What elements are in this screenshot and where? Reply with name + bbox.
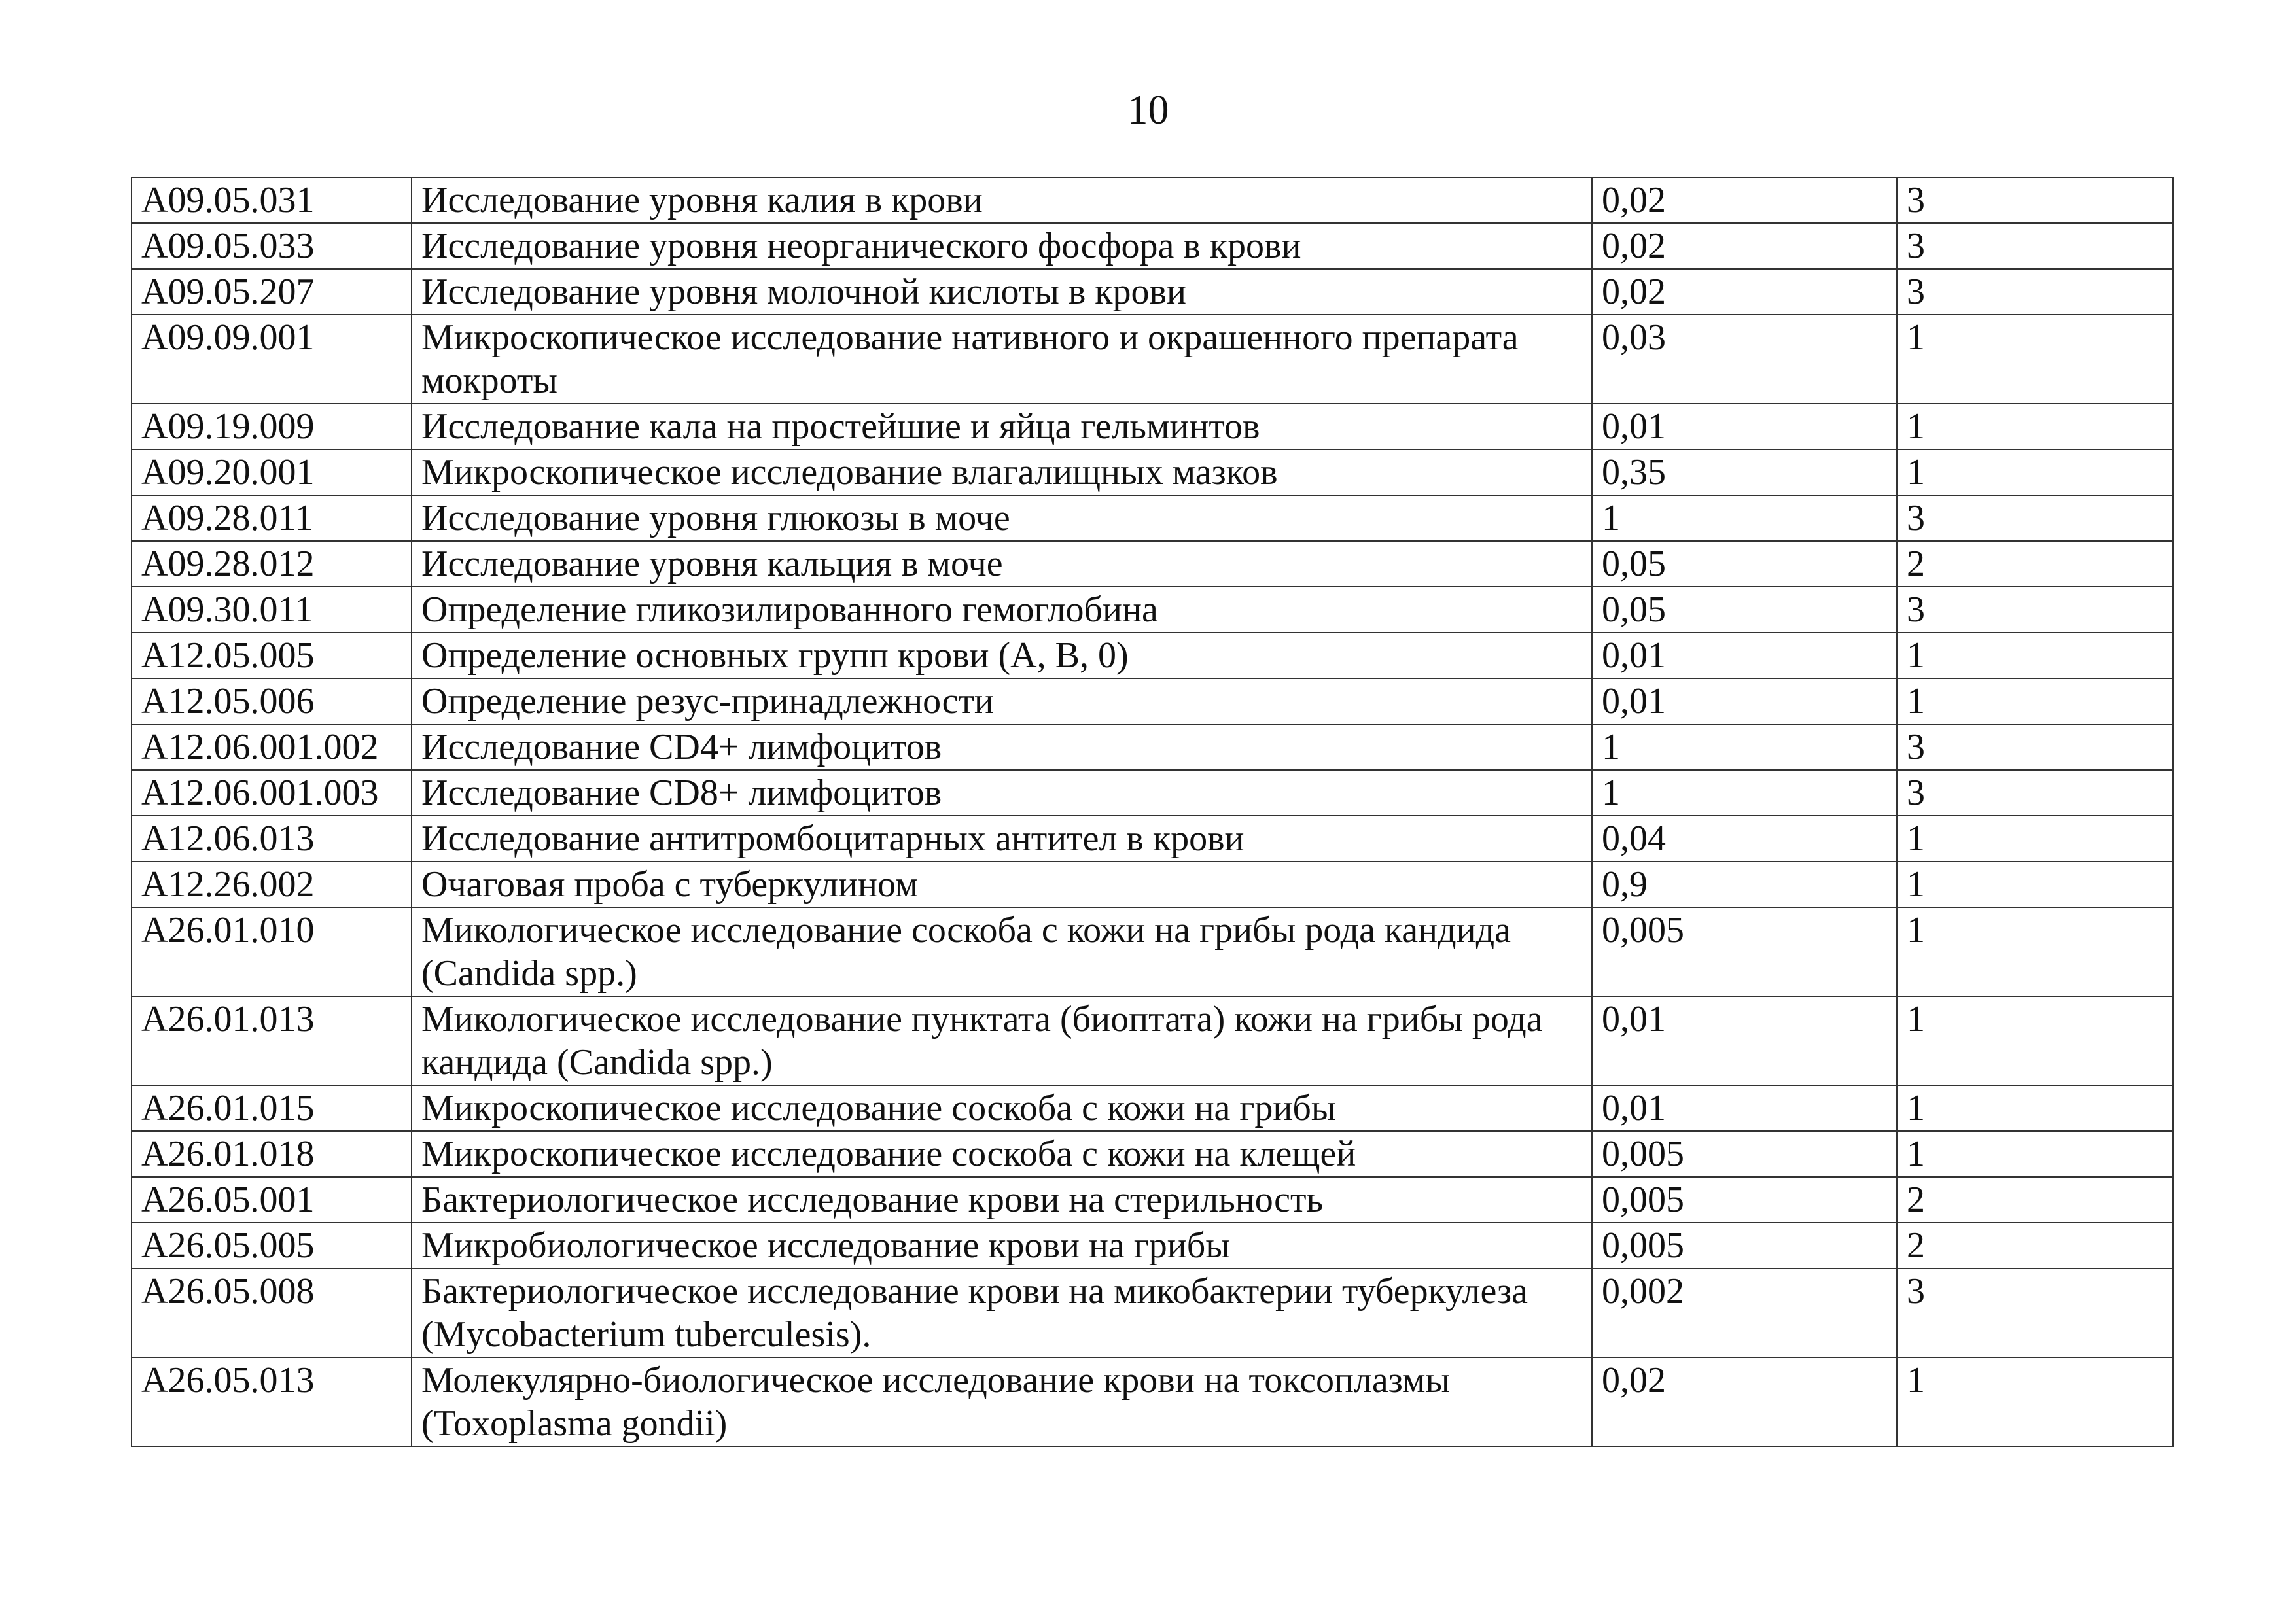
table-row bbox=[132, 177, 2173, 223]
service-name-cell: Микроскопическое исследование соскоба с кожи на грибы bbox=[412, 1085, 1592, 1131]
multiplicity-cell: 1 bbox=[1897, 816, 2173, 862]
services-table bbox=[131, 177, 2174, 1447]
service-name-cell: Бактериологическое исследование крови на микобактерии туберкулеза (Mycobacterium tuberculesis). bbox=[412, 1268, 1592, 1357]
service-name-cell: Определение резус-принадлежности bbox=[412, 678, 1592, 724]
table-row bbox=[132, 449, 2173, 495]
service-name-cell: Исследование кала на простейшие и яйца гельминтов bbox=[412, 404, 1592, 449]
service-code-cell: A09.05.207 bbox=[132, 269, 412, 315]
frequency-cell: 0,002 bbox=[1592, 1268, 1897, 1357]
service-name-cell: Исследование уровня калия в крови bbox=[412, 177, 1592, 223]
multiplicity-cell: 1 bbox=[1897, 315, 2173, 404]
multiplicity-cell: 1 bbox=[1897, 404, 2173, 449]
frequency-cell: 0,05 bbox=[1592, 587, 1897, 633]
frequency-cell: 0,005 bbox=[1592, 1223, 1897, 1268]
service-code-cell: A26.01.013 bbox=[132, 996, 412, 1085]
service-code-cell: A26.01.010 bbox=[132, 907, 412, 996]
service-code-cell: A26.05.013 bbox=[132, 1357, 412, 1446]
multiplicity-cell: 3 bbox=[1897, 1268, 2173, 1357]
service-name-cell: Микроскопическое исследование соскоба с кожи на клещей bbox=[412, 1131, 1592, 1177]
multiplicity-cell: 1 bbox=[1897, 1131, 2173, 1177]
table-row bbox=[132, 404, 2173, 449]
service-name-cell: Очаговая проба с туберкулином bbox=[412, 862, 1592, 907]
multiplicity-cell: 1 bbox=[1897, 1357, 2173, 1446]
table-row bbox=[132, 724, 2173, 770]
multiplicity-cell: 3 bbox=[1897, 269, 2173, 315]
multiplicity-cell: 2 bbox=[1897, 541, 2173, 587]
multiplicity-cell: 3 bbox=[1897, 223, 2173, 269]
frequency-cell: 0,01 bbox=[1592, 678, 1897, 724]
service-code-cell: A09.30.011 bbox=[132, 587, 412, 633]
frequency-cell: 0,05 bbox=[1592, 541, 1897, 587]
table-row bbox=[132, 1085, 2173, 1131]
multiplicity-cell: 1 bbox=[1897, 678, 2173, 724]
frequency-cell: 1 bbox=[1592, 495, 1897, 541]
service-name-cell: Исследование уровня кальция в моче bbox=[412, 541, 1592, 587]
multiplicity-cell: 2 bbox=[1897, 1223, 2173, 1268]
frequency-cell: 0,02 bbox=[1592, 177, 1897, 223]
service-code-cell: A09.28.012 bbox=[132, 541, 412, 587]
service-code-cell: A09.20.001 bbox=[132, 449, 412, 495]
table-row bbox=[132, 1177, 2173, 1223]
service-name-cell: Микроскопическое исследование влагалищных мазков bbox=[412, 449, 1592, 495]
table-row bbox=[132, 816, 2173, 862]
service-name-cell: Исследование уровня неорганического фосфора в крови bbox=[412, 223, 1592, 269]
service-code-cell: A12.26.002 bbox=[132, 862, 412, 907]
service-name-cell: Бактериологическое исследование крови на стерильность bbox=[412, 1177, 1592, 1223]
table-row bbox=[132, 1223, 2173, 1268]
table-row bbox=[132, 587, 2173, 633]
multiplicity-cell: 1 bbox=[1897, 1085, 2173, 1131]
table-row bbox=[132, 862, 2173, 907]
multiplicity-cell: 1 bbox=[1897, 449, 2173, 495]
multiplicity-cell: 1 bbox=[1897, 862, 2173, 907]
frequency-cell: 0,02 bbox=[1592, 269, 1897, 315]
service-name-cell: Молекулярно-биологическое исследование крови на токсоплазмы (Toxoplasma gondii) bbox=[412, 1357, 1592, 1446]
service-code-cell: A09.05.033 bbox=[132, 223, 412, 269]
service-code-cell: A26.01.018 bbox=[132, 1131, 412, 1177]
frequency-cell: 0,01 bbox=[1592, 404, 1897, 449]
table-row bbox=[132, 633, 2173, 678]
multiplicity-cell: 3 bbox=[1897, 177, 2173, 223]
table-row bbox=[132, 1268, 2173, 1357]
frequency-cell: 0,04 bbox=[1592, 816, 1897, 862]
service-name-cell: Определение основных групп крови (А, В, 0) bbox=[412, 633, 1592, 678]
table-row bbox=[132, 770, 2173, 816]
service-name-cell: Микологическое исследование соскоба с кожи на грибы рода кандида (Candida spp.) bbox=[412, 907, 1592, 996]
frequency-cell: 0,35 bbox=[1592, 449, 1897, 495]
table-row bbox=[132, 907, 2173, 996]
service-code-cell: A09.19.009 bbox=[132, 404, 412, 449]
frequency-cell: 0,005 bbox=[1592, 907, 1897, 996]
service-name-cell: Исследование уровня молочной кислоты в крови bbox=[412, 269, 1592, 315]
multiplicity-cell: 2 bbox=[1897, 1177, 2173, 1223]
table-row bbox=[132, 678, 2173, 724]
multiplicity-cell: 3 bbox=[1897, 724, 2173, 770]
table-row bbox=[132, 541, 2173, 587]
table-row bbox=[132, 269, 2173, 315]
table-row bbox=[132, 315, 2173, 404]
table-row bbox=[132, 996, 2173, 1085]
multiplicity-cell: 1 bbox=[1897, 996, 2173, 1085]
frequency-cell: 0,01 bbox=[1592, 1085, 1897, 1131]
service-code-cell: A09.09.001 bbox=[132, 315, 412, 404]
frequency-cell: 0,005 bbox=[1592, 1131, 1897, 1177]
service-name-cell: Микроскопическое исследование нативного и окрашенного препарата мокроты bbox=[412, 315, 1592, 404]
frequency-cell: 0,01 bbox=[1592, 633, 1897, 678]
service-code-cell: A12.06.013 bbox=[132, 816, 412, 862]
service-code-cell: A09.28.011 bbox=[132, 495, 412, 541]
service-code-cell: A09.05.031 bbox=[132, 177, 412, 223]
frequency-cell: 0,02 bbox=[1592, 223, 1897, 269]
multiplicity-cell: 3 bbox=[1897, 587, 2173, 633]
service-name-cell: Микробиологическое исследование крови на грибы bbox=[412, 1223, 1592, 1268]
service-name-cell: Исследование антитромбоцитарных антител в крови bbox=[412, 816, 1592, 862]
frequency-cell: 0,01 bbox=[1592, 996, 1897, 1085]
page-number: 10 bbox=[1127, 86, 1169, 133]
table-row bbox=[132, 1131, 2173, 1177]
service-name-cell: Исследование CD4+ лимфоцитов bbox=[412, 724, 1592, 770]
service-name-cell: Определение гликозилированного гемоглобина bbox=[412, 587, 1592, 633]
frequency-cell: 1 bbox=[1592, 770, 1897, 816]
service-code-cell: A12.05.005 bbox=[132, 633, 412, 678]
multiplicity-cell: 3 bbox=[1897, 770, 2173, 816]
service-code-cell: A12.06.001.002 bbox=[132, 724, 412, 770]
service-code-cell: A26.05.001 bbox=[132, 1177, 412, 1223]
frequency-cell: 0,005 bbox=[1592, 1177, 1897, 1223]
multiplicity-cell: 3 bbox=[1897, 495, 2173, 541]
service-code-cell: A26.05.008 bbox=[132, 1268, 412, 1357]
frequency-cell: 0,02 bbox=[1592, 1357, 1897, 1446]
table-row bbox=[132, 495, 2173, 541]
table-row bbox=[132, 1357, 2173, 1446]
frequency-cell: 0,03 bbox=[1592, 315, 1897, 404]
service-code-cell: A26.01.015 bbox=[132, 1085, 412, 1131]
service-code-cell: A12.06.001.003 bbox=[132, 770, 412, 816]
service-code-cell: A26.05.005 bbox=[132, 1223, 412, 1268]
frequency-cell: 1 bbox=[1592, 724, 1897, 770]
multiplicity-cell: 1 bbox=[1897, 633, 2173, 678]
frequency-cell: 0,9 bbox=[1592, 862, 1897, 907]
service-code-cell: A12.05.006 bbox=[132, 678, 412, 724]
table-body bbox=[132, 177, 2173, 1446]
service-name-cell: Исследование уровня глюкозы в моче bbox=[412, 495, 1592, 541]
service-name-cell: Микологическое исследование пунктата (биоптата) кожи на грибы рода кандида (Candida spp.) bbox=[412, 996, 1592, 1085]
table-row bbox=[132, 223, 2173, 269]
multiplicity-cell: 1 bbox=[1897, 907, 2173, 996]
service-name-cell: Исследование CD8+ лимфоцитов bbox=[412, 770, 1592, 816]
